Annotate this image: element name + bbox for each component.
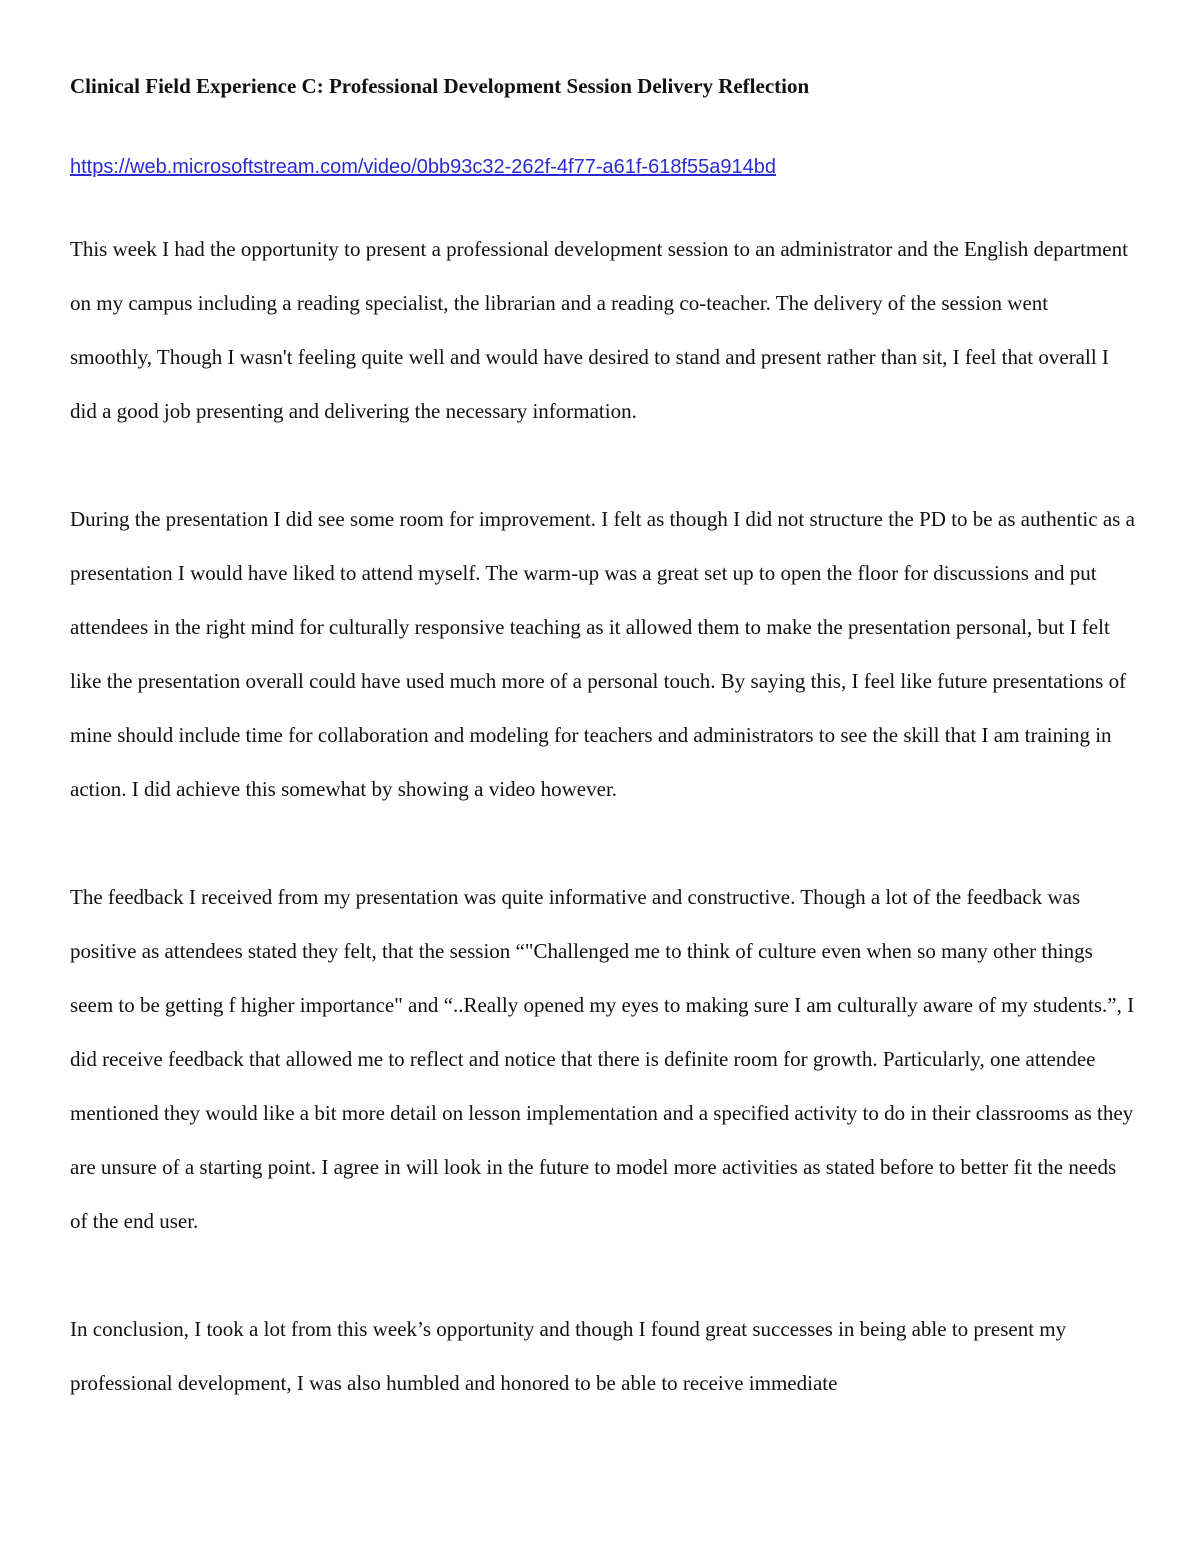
paragraph-3: The feedback I received from my presentation was quite informative and constructive. Though a lot of the feedback was positive as attendees stated they felt, that the session “"Challenged me to think of culture even when so many other things seem to be getting f higher importance" and “..Really opened my eyes to making sure I am culturally aware of my students.”, I did receive feedback that allowed me to reflect and notice that there is definite room for growth. Particularly, one attendee mentioned they would like a bit more detail on lesson implementation and a specified activity to do in their classrooms as they are unsure of a starting point. I agree in will look in the future to model more activities as stated before to better fit the needs of the end user. [70,885,1135,1233]
paragraph-1: This week I had the opportunity to present a professional development session to an administrator and the English department on my campus including a reading specialist, the librarian and a reading co-teacher. The delivery of the session went smoothly, Though I wasn't feeling quite well and would have desired to stand and present rather than sit, I feel that overall I did a good job presenting and delivering the necessary information. [70,237,1128,423]
document-page [70,70,1135,1410]
video-link[interactable]: https://web.microsoftstream.com/video/0bb93c32-262f-4f77-a61f-618f55a914bd [70,156,776,178]
paragraph-4: In conclusion, I took a lot from this week’s opportunity and though I found great successes in being able to present my professional development, I was also humbled and honored to be able to receive immediate [70,1317,1067,1395]
document-title: Clinical Field Experience C: Professional Development Session Delivery Reflection [70,74,810,98]
paragraph-2: During the presentation I did see some room for improvement. I felt as though I did not structure the PD to be as authentic as a presentation I would have liked to attend myself. The warm-up was a great set up to open the floor for discussions and put attendees in the right mind for culturally responsive teaching as it allowed them to make the presentation personal, but I felt like the presentation overall could have used much more of a personal touch. By saying this, I feel like future presentations of mine should include time for collaboration and modeling for teachers and administrators to see the skill that I am training in action. I did achieve this somewhat by showing a video however. [70,507,1135,801]
